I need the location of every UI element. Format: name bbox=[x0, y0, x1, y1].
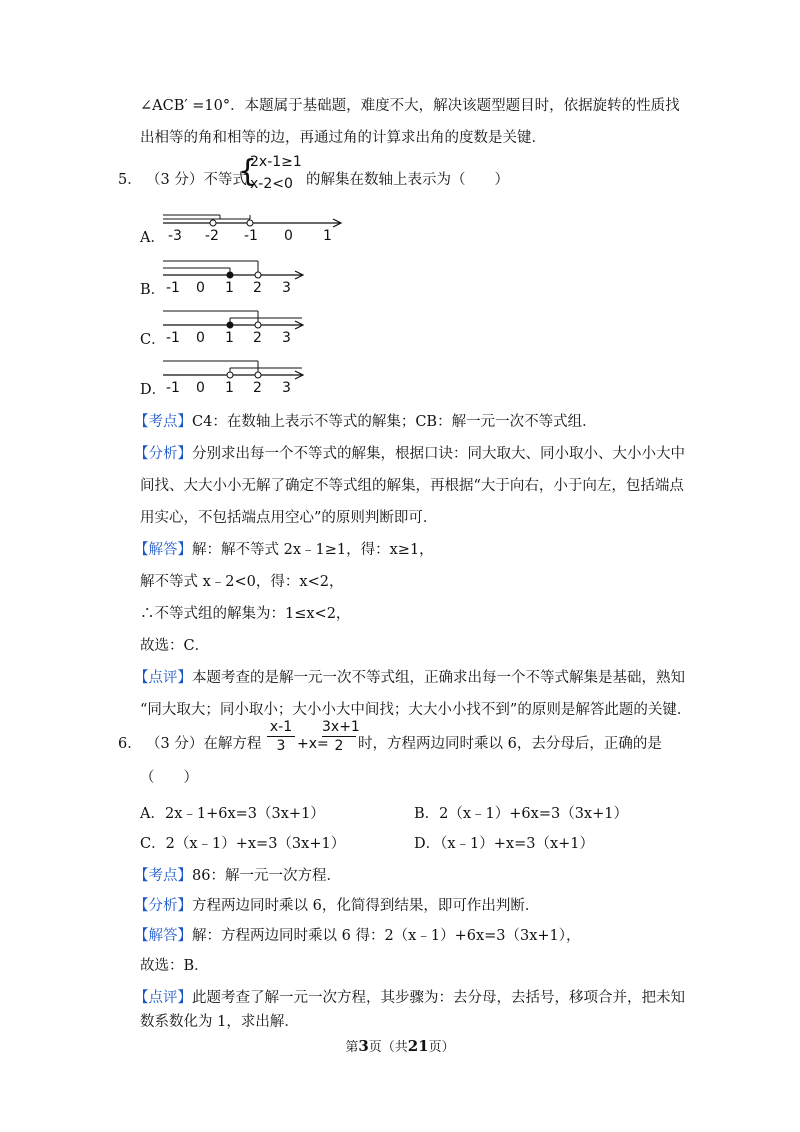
tick-label: 3 bbox=[282, 380, 291, 396]
fenxi-line bbox=[134, 444, 685, 464]
number-line-b bbox=[160, 256, 310, 296]
jieda-line: 解不等式 x﹣2<0，得：x<2， bbox=[140, 574, 344, 590]
option-b-letter: B． bbox=[140, 282, 166, 298]
jieda-line: 故选：C． bbox=[140, 638, 210, 654]
option-d-letter: D． bbox=[140, 382, 167, 398]
tick-label: 2 bbox=[253, 280, 262, 296]
page-number: 3 bbox=[358, 1037, 369, 1055]
kaodian-text: C4：在数轴上表示不等式的解集；CB：解一元一次不等式组． bbox=[192, 414, 597, 430]
kaodian-tag: 【考点】 bbox=[134, 414, 192, 430]
jieda-line bbox=[134, 926, 581, 946]
tick-label: -1 bbox=[244, 228, 258, 244]
tick-label: 0 bbox=[196, 380, 205, 396]
tick-label: 2 bbox=[253, 330, 262, 346]
option-c-letter: C． bbox=[140, 332, 166, 348]
jieda-line: ∴不等式组的解集为：1≤x<2， bbox=[140, 606, 351, 622]
number-line-a bbox=[160, 204, 350, 244]
question-stem-tail: 的解集在数轴上表示为（ ） bbox=[306, 172, 509, 188]
jieda-line bbox=[134, 540, 434, 560]
jieda-text: 解：解不等式 2x﹣1≥1，得：x≥1， bbox=[192, 542, 434, 558]
tick-label: -3 bbox=[168, 228, 182, 244]
page-footer bbox=[0, 1036, 800, 1055]
tick-label: 1 bbox=[225, 330, 234, 346]
question-number: 6． bbox=[118, 736, 142, 752]
dianping-line bbox=[134, 668, 685, 688]
tick-label: 1 bbox=[225, 280, 234, 296]
fenxi-line bbox=[134, 896, 539, 916]
fenxi-line: 间找、大大小小无解了确定不等式组的解集，再根据“大于向右，小于向左，包括端点 bbox=[140, 478, 684, 494]
fraction-1-denominator: 3 bbox=[267, 736, 295, 755]
fraction-1 bbox=[267, 718, 295, 755]
fraction-1-numerator: x-1 bbox=[269, 719, 293, 735]
tick-label: -1 bbox=[166, 330, 180, 346]
tick-label: 3 bbox=[282, 330, 291, 346]
dianping-tag: 【点评】 bbox=[134, 990, 192, 1006]
dianping-tag: 【点评】 bbox=[134, 670, 192, 686]
question-number: 5． bbox=[118, 172, 142, 188]
inequality-2: x-2<0 bbox=[250, 176, 293, 192]
answer-paren: （ ） bbox=[140, 770, 198, 786]
tick-label: 1 bbox=[225, 380, 234, 396]
tick-label: 1 bbox=[323, 228, 332, 244]
kaodian-line bbox=[134, 866, 341, 886]
text-line: ∠ACB′ =10°．本题属于基础题，难度不大，解决该题型题目时，依据旋转的性质找 bbox=[140, 98, 680, 114]
total-pages: 21 bbox=[407, 1037, 429, 1055]
question-stem: （3 分）在解方程 bbox=[146, 736, 262, 752]
fraction-2-numerator: 3x+1 bbox=[322, 719, 360, 735]
inequality-1: 2x-1≥1 bbox=[250, 154, 302, 170]
jieda-line: 故选：B． bbox=[140, 958, 209, 974]
tick-label: 2 bbox=[253, 380, 262, 396]
option-b: B．2（x﹣1）+6x=3（3x+1） bbox=[414, 806, 628, 822]
dianping-line bbox=[134, 988, 685, 1008]
footer-text: 第 bbox=[345, 1040, 359, 1055]
option-c: C．2（x﹣1）+x=3（3x+1） bbox=[140, 836, 346, 852]
kaodian-text: 86：解一元一次方程． bbox=[192, 868, 341, 884]
kaodian-line bbox=[134, 412, 597, 432]
fenxi-text: 方程两边同时乘以 6，化简得到结果，即可作出判断． bbox=[192, 898, 540, 914]
tick-label: -1 bbox=[166, 280, 180, 296]
footer-text: 页（共 bbox=[368, 1040, 408, 1055]
dianping-line: 数系数化为 1，求出解． bbox=[140, 1014, 299, 1030]
number-line-c bbox=[160, 306, 310, 346]
option-a-letter: A． bbox=[140, 230, 165, 246]
fraction-2 bbox=[322, 718, 360, 755]
footer-text: 页） bbox=[428, 1040, 455, 1055]
tick-label: 0 bbox=[196, 330, 205, 346]
question-stem: （3 分）不等式 bbox=[146, 172, 247, 188]
text-line: 出相等的角和相等的边，再通过角的计算求出角的度数是关键． bbox=[140, 130, 546, 146]
fenxi-tag: 【分析】 bbox=[134, 446, 192, 462]
dianping-text: 此题考查了解一元一次方程，其步骤为：去分母，去括号，移项合并，把未知 bbox=[192, 990, 685, 1006]
left-brace-icon: { bbox=[238, 154, 258, 189]
jieda-text: 解：方程两边同时乘以 6 得：2（x﹣1）+6x=3（3x+1）， bbox=[192, 928, 581, 944]
option-a: A．2x﹣1+6x=3（3x+1） bbox=[140, 806, 325, 822]
tick-label: -1 bbox=[166, 380, 180, 396]
number-line-d bbox=[160, 356, 310, 396]
fenxi-tag: 【分析】 bbox=[134, 898, 192, 914]
fraction-2-denominator: 2 bbox=[322, 736, 356, 755]
tick-label: 0 bbox=[284, 228, 293, 244]
jieda-tag: 【解答】 bbox=[134, 928, 192, 944]
fenxi-text: 分别求出每一个不等式的解集，根据口诀：同大取大、同小取小、大小小大中 bbox=[192, 446, 685, 462]
tick-label: -2 bbox=[205, 228, 219, 244]
kaodian-tag: 【考点】 bbox=[134, 868, 192, 884]
option-d: D．（x﹣1）+x=3（x+1） bbox=[414, 836, 595, 852]
dianping-text: 本题考查的是解一元一次不等式组，正确求出每一个不等式解集是基础，熟知 bbox=[192, 670, 685, 686]
equation-middle: +x= bbox=[297, 736, 329, 752]
tick-label: 3 bbox=[282, 280, 291, 296]
jieda-tag: 【解答】 bbox=[134, 542, 192, 558]
dianping-line: “同大取大；同小取小；大小小大中间找；大大小小找不到”的原则是解答此题的关键． bbox=[140, 702, 692, 718]
tick-label: 0 bbox=[196, 280, 205, 296]
fenxi-line: 用实心，不包括端点用空心”的原则判断即可． bbox=[140, 510, 438, 526]
question-stem-tail: 时，方程两边同时乘以 6，去分母后，正确的是 bbox=[358, 736, 662, 752]
